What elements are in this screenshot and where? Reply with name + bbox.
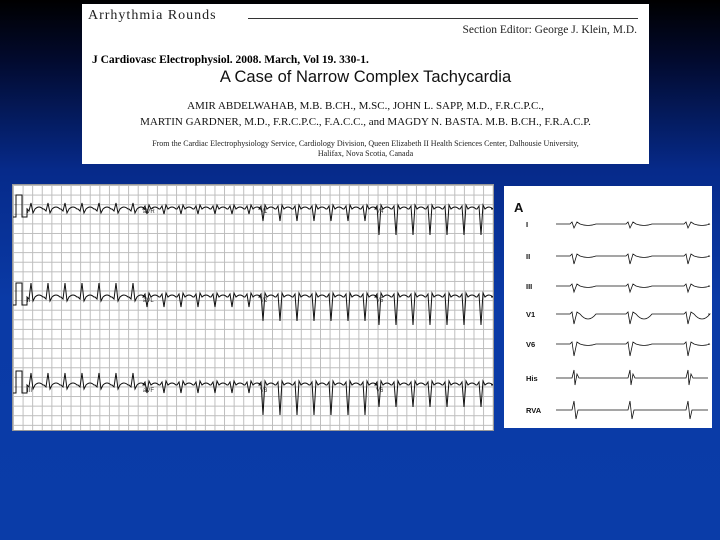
authors-line-1: AMIR ABDELWAHAB, M.B. B.CH., M.SC., JOHN L. SAPP, M.D., F.R.C.P.C., (187, 100, 544, 112)
lead-label-III: III (27, 388, 33, 394)
affiliation (82, 139, 649, 159)
citation: J Cardiovasc Electrophysiol. 2008. March, Vol 19. 330-1. (92, 54, 369, 66)
egm-lead-label-V6: V6 (526, 340, 536, 349)
lead-label-V3: V3 (260, 388, 268, 394)
egm-channel-trace (556, 222, 710, 228)
egm-lead-label-I: I (526, 220, 529, 229)
lead-label-II: II (27, 298, 31, 304)
authors-line-2: MARTIN GARDNER, M.D., F.R.C.P.C., F.A.C.C., and MAGDY N. BASTA. M.B. B.CH., F.R.A.C.P. (140, 116, 591, 128)
lead-label-V2: V2 (260, 298, 268, 304)
lead-label-V4: V4 (376, 209, 384, 215)
ecg-row-trace (13, 283, 493, 325)
egm-lead-label-III: III (526, 282, 533, 291)
header-rule (248, 18, 638, 19)
lead-label-V6: V6 (376, 388, 384, 394)
egm-lead-label-II: II (526, 252, 531, 261)
egm-lead-label-His: His (526, 374, 538, 383)
lead-label-aVR: aVR (143, 209, 155, 215)
ecg-row-trace (13, 371, 493, 415)
affiliation-line-2: Halifax, Nova Scotia, Canada (317, 149, 414, 158)
authors (82, 98, 649, 130)
lead-label-V5: V5 (376, 298, 384, 304)
panel-label: A (514, 200, 524, 215)
egm-channel-trace (556, 312, 710, 324)
section-editor: Section Editor: George J. Klein, M.D. (462, 24, 637, 36)
series-title: Arrhythmia Rounds (88, 8, 217, 23)
lead-label-I: I (27, 209, 29, 215)
ecg-traces (13, 185, 493, 430)
egm-channel-trace (556, 254, 710, 264)
ecg-12-lead-figure (12, 184, 494, 431)
affiliation-line-1: From the Cardiac Electrophysiology Service, Cardiology Division, Queen Elizabeth II Health Sciences Center, Dalhousie University, (152, 139, 579, 148)
egm-lead-label-V1: V1 (526, 310, 536, 319)
electrogram-panel-a (504, 186, 712, 428)
lead-label-aVF: aVF (143, 388, 155, 394)
ecg-row-trace (13, 195, 493, 235)
egm-channel-trace (556, 401, 708, 419)
lead-label-aVL: aVL (143, 298, 154, 304)
egm-channel-trace (556, 284, 710, 292)
case-title: A Case of Narrow Complex Tachycardia (219, 68, 512, 86)
egm-channel-trace (556, 342, 710, 356)
lead-label-V1: V1 (260, 209, 268, 215)
egm-lead-label-RVA: RVA (526, 406, 542, 415)
egm-channel-trace (556, 370, 708, 385)
article-header (82, 4, 649, 164)
